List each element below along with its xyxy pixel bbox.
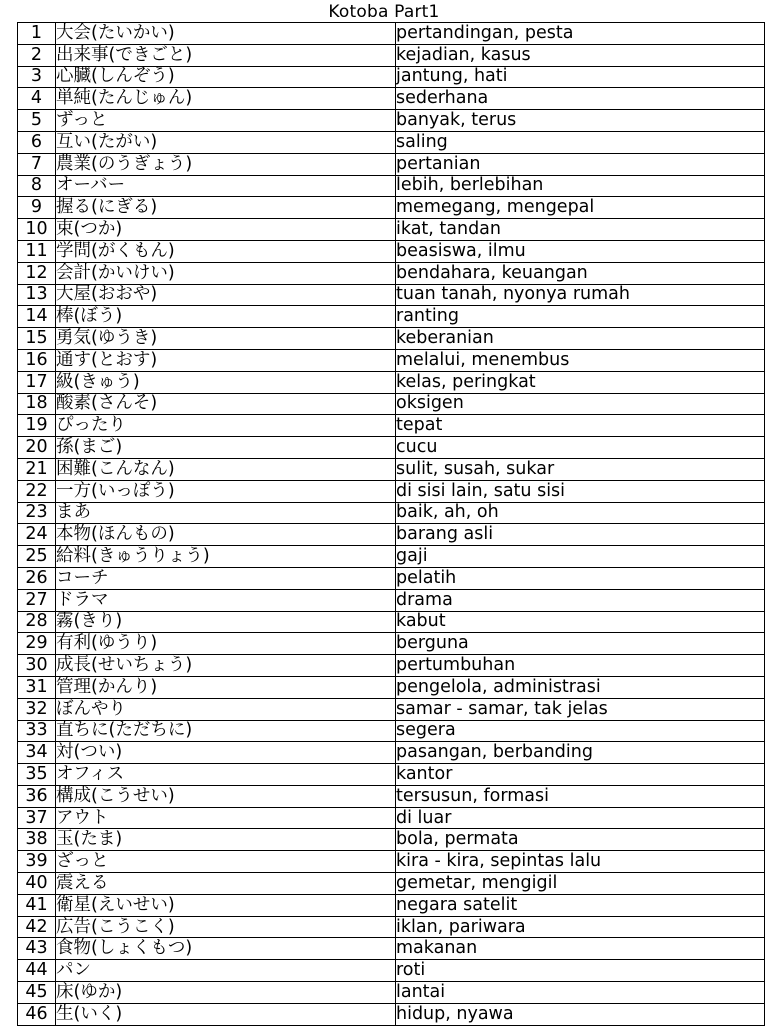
table-row — [18, 306, 765, 328]
indonesian-meaning: drama — [396, 589, 765, 611]
row-number: 46 — [18, 1003, 56, 1025]
japanese-word: コーチ — [56, 567, 396, 589]
japanese-word: 直ちに(ただちに) — [56, 720, 396, 742]
japanese-word: 床(ゆか) — [56, 982, 396, 1004]
indonesian-meaning: gemetar, mengigil — [396, 873, 765, 895]
row-number: 15 — [18, 328, 56, 350]
table-row — [18, 916, 765, 938]
indonesian-meaning: segera — [396, 720, 765, 742]
indonesian-meaning: melalui, menembus — [396, 349, 765, 371]
row-number: 29 — [18, 633, 56, 655]
table-row — [18, 371, 765, 393]
japanese-word: 通す(とおす) — [56, 349, 396, 371]
table-row — [18, 437, 765, 459]
indonesian-meaning: di sisi lain, satu sisi — [396, 480, 765, 502]
table-row — [18, 88, 765, 110]
japanese-word: 酸素(さんそ) — [56, 393, 396, 415]
table-row — [18, 938, 765, 960]
row-number: 41 — [18, 894, 56, 916]
indonesian-meaning: pertumbuhan — [396, 655, 765, 677]
japanese-word: 生(いく) — [56, 1003, 396, 1025]
row-number: 27 — [18, 589, 56, 611]
indonesian-meaning: kabut — [396, 611, 765, 633]
japanese-word: 対(つい) — [56, 742, 396, 764]
table-row — [18, 960, 765, 982]
table-row — [18, 676, 765, 698]
table-row — [18, 458, 765, 480]
row-number: 26 — [18, 567, 56, 589]
indonesian-meaning: bendahara, keuangan — [396, 262, 765, 284]
row-number: 28 — [18, 611, 56, 633]
indonesian-meaning: sederhana — [396, 88, 765, 110]
indonesian-meaning: ikat, tandan — [396, 219, 765, 241]
table-row — [18, 349, 765, 371]
japanese-word: 玉(たま) — [56, 829, 396, 851]
japanese-word: ずっと — [56, 110, 396, 132]
row-number: 43 — [18, 938, 56, 960]
japanese-word: オーバー — [56, 175, 396, 197]
row-number: 11 — [18, 240, 56, 262]
indonesian-meaning: makanan — [396, 938, 765, 960]
indonesian-meaning: bola, permata — [396, 829, 765, 851]
japanese-word: 級(きゅう) — [56, 371, 396, 393]
indonesian-meaning: barang asli — [396, 524, 765, 546]
indonesian-meaning: lebih, berlebihan — [396, 175, 765, 197]
row-number: 39 — [18, 851, 56, 873]
table-row — [18, 785, 765, 807]
row-number: 23 — [18, 502, 56, 524]
table-row — [18, 807, 765, 829]
indonesian-meaning: lantai — [396, 982, 765, 1004]
indonesian-meaning: banyak, terus — [396, 110, 765, 132]
row-number: 34 — [18, 742, 56, 764]
row-number: 24 — [18, 524, 56, 546]
indonesian-meaning: pasangan, berbanding — [396, 742, 765, 764]
japanese-word: 出来事(できごと) — [56, 44, 396, 66]
japanese-word: 大会(たいかい) — [56, 23, 396, 45]
japanese-word: 食物(しょくもつ) — [56, 938, 396, 960]
row-number: 22 — [18, 480, 56, 502]
indonesian-meaning: kantor — [396, 764, 765, 786]
japanese-word: ぴったり — [56, 415, 396, 437]
japanese-word: 孫(まご) — [56, 437, 396, 459]
table-row — [18, 1003, 765, 1025]
indonesian-meaning: beasiswa, ilmu — [396, 240, 765, 262]
indonesian-meaning: cucu — [396, 437, 765, 459]
indonesian-meaning: jantung, hati — [396, 66, 765, 88]
japanese-word: パン — [56, 960, 396, 982]
indonesian-meaning: pertandingan, pesta — [396, 23, 765, 45]
indonesian-meaning: tepat — [396, 415, 765, 437]
row-number: 32 — [18, 698, 56, 720]
table-row — [18, 44, 765, 66]
japanese-word: 棒(ぼう) — [56, 306, 396, 328]
row-number: 31 — [18, 676, 56, 698]
row-number: 2 — [18, 44, 56, 66]
table-row — [18, 633, 765, 655]
table-row — [18, 284, 765, 306]
japanese-word: 学問(がくもん) — [56, 240, 396, 262]
row-number: 33 — [18, 720, 56, 742]
japanese-word: ざっと — [56, 851, 396, 873]
japanese-word: 一方(いっぽう) — [56, 480, 396, 502]
row-number: 25 — [18, 546, 56, 568]
table-row — [18, 23, 765, 45]
indonesian-meaning: kelas, peringkat — [396, 371, 765, 393]
page-title: Kotoba Part1 — [328, 2, 440, 22]
japanese-word: 心臓(しんぞう) — [56, 66, 396, 88]
table-row — [18, 502, 765, 524]
table-row — [18, 655, 765, 677]
row-number: 16 — [18, 349, 56, 371]
japanese-word: オフィス — [56, 764, 396, 786]
table-row — [18, 829, 765, 851]
indonesian-meaning: tuan tanah, nyonya rumah — [396, 284, 765, 306]
indonesian-meaning: keberanian — [396, 328, 765, 350]
table-row — [18, 393, 765, 415]
table-row — [18, 720, 765, 742]
indonesian-meaning: berguna — [396, 633, 765, 655]
japanese-word: 会計(かいけい) — [56, 262, 396, 284]
indonesian-meaning: iklan, pariwara — [396, 916, 765, 938]
row-number: 19 — [18, 415, 56, 437]
row-number: 21 — [18, 458, 56, 480]
indonesian-meaning: baik, ah, oh — [396, 502, 765, 524]
table-row — [18, 240, 765, 262]
indonesian-meaning: pengelola, administrasi — [396, 676, 765, 698]
table-row — [18, 110, 765, 132]
row-number: 9 — [18, 197, 56, 219]
japanese-word: 束(つか) — [56, 219, 396, 241]
japanese-word: ドラマ — [56, 589, 396, 611]
row-number: 45 — [18, 982, 56, 1004]
row-number: 35 — [18, 764, 56, 786]
indonesian-meaning: negara satelit — [396, 894, 765, 916]
indonesian-meaning: sulit, susah, sukar — [396, 458, 765, 480]
row-number: 12 — [18, 262, 56, 284]
row-number: 18 — [18, 393, 56, 415]
row-number: 14 — [18, 306, 56, 328]
indonesian-meaning: pertanian — [396, 153, 765, 175]
table-row — [18, 153, 765, 175]
row-number: 4 — [18, 88, 56, 110]
row-number: 30 — [18, 655, 56, 677]
indonesian-meaning: pelatih — [396, 567, 765, 589]
japanese-word: 霧(きり) — [56, 611, 396, 633]
row-number: 37 — [18, 807, 56, 829]
table-row — [18, 982, 765, 1004]
table-row — [18, 546, 765, 568]
japanese-word: まあ — [56, 502, 396, 524]
indonesian-meaning: ranting — [396, 306, 765, 328]
table-row — [18, 764, 765, 786]
japanese-word: 本物(ほんもの) — [56, 524, 396, 546]
japanese-word: 衛星(えいせい) — [56, 894, 396, 916]
japanese-word: 給料(きゅうりょう) — [56, 546, 396, 568]
indonesian-meaning: tersusun, formasi — [396, 785, 765, 807]
japanese-word: 困難(こんなん) — [56, 458, 396, 480]
indonesian-meaning: kira - kira, sepintas lalu — [396, 851, 765, 873]
row-number: 44 — [18, 960, 56, 982]
indonesian-meaning: samar - samar, tak jelas — [396, 698, 765, 720]
row-number: 20 — [18, 437, 56, 459]
row-number: 3 — [18, 66, 56, 88]
japanese-word: 勇気(ゆうき) — [56, 328, 396, 350]
row-number: 13 — [18, 284, 56, 306]
vocabulary-table-body — [18, 23, 765, 1026]
row-number: 36 — [18, 785, 56, 807]
table-row — [18, 567, 765, 589]
row-number: 6 — [18, 131, 56, 153]
table-row — [18, 175, 765, 197]
row-number: 17 — [18, 371, 56, 393]
row-number: 5 — [18, 110, 56, 132]
row-number: 40 — [18, 873, 56, 895]
table-row — [18, 894, 765, 916]
japanese-word: 大屋(おおや) — [56, 284, 396, 306]
japanese-word: 震える — [56, 873, 396, 895]
table-row — [18, 262, 765, 284]
indonesian-meaning: oksigen — [396, 393, 765, 415]
table-row — [18, 851, 765, 873]
table-row — [18, 589, 765, 611]
indonesian-meaning: saling — [396, 131, 765, 153]
table-row — [18, 131, 765, 153]
table-row — [18, 873, 765, 895]
table-row — [18, 611, 765, 633]
japanese-word: 互い(たがい) — [56, 131, 396, 153]
japanese-word: 単純(たんじゅん) — [56, 88, 396, 110]
vocabulary-table — [17, 22, 765, 1026]
japanese-word: 広告(こうこく) — [56, 916, 396, 938]
table-row — [18, 219, 765, 241]
table-row — [18, 698, 765, 720]
japanese-word: アウト — [56, 807, 396, 829]
japanese-word: ぼんやり — [56, 698, 396, 720]
row-number: 42 — [18, 916, 56, 938]
indonesian-meaning: di luar — [396, 807, 765, 829]
table-row — [18, 328, 765, 350]
table-row — [18, 742, 765, 764]
row-number: 1 — [18, 23, 56, 45]
indonesian-meaning: hidup, nyawa — [396, 1003, 765, 1025]
row-number: 38 — [18, 829, 56, 851]
japanese-word: 握る(にぎる) — [56, 197, 396, 219]
row-number: 10 — [18, 219, 56, 241]
table-row — [18, 480, 765, 502]
table-row — [18, 197, 765, 219]
indonesian-meaning: kejadian, kasus — [396, 44, 765, 66]
indonesian-meaning: memegang, mengepal — [396, 197, 765, 219]
table-row — [18, 524, 765, 546]
row-number: 7 — [18, 153, 56, 175]
table-row — [18, 66, 765, 88]
row-number: 8 — [18, 175, 56, 197]
japanese-word: 構成(こうせい) — [56, 785, 396, 807]
indonesian-meaning: gaji — [396, 546, 765, 568]
table-row — [18, 415, 765, 437]
japanese-word: 管理(かんり) — [56, 676, 396, 698]
japanese-word: 成長(せいちょう) — [56, 655, 396, 677]
japanese-word: 有利(ゆうり) — [56, 633, 396, 655]
indonesian-meaning: roti — [396, 960, 765, 982]
japanese-word: 農業(のうぎょう) — [56, 153, 396, 175]
